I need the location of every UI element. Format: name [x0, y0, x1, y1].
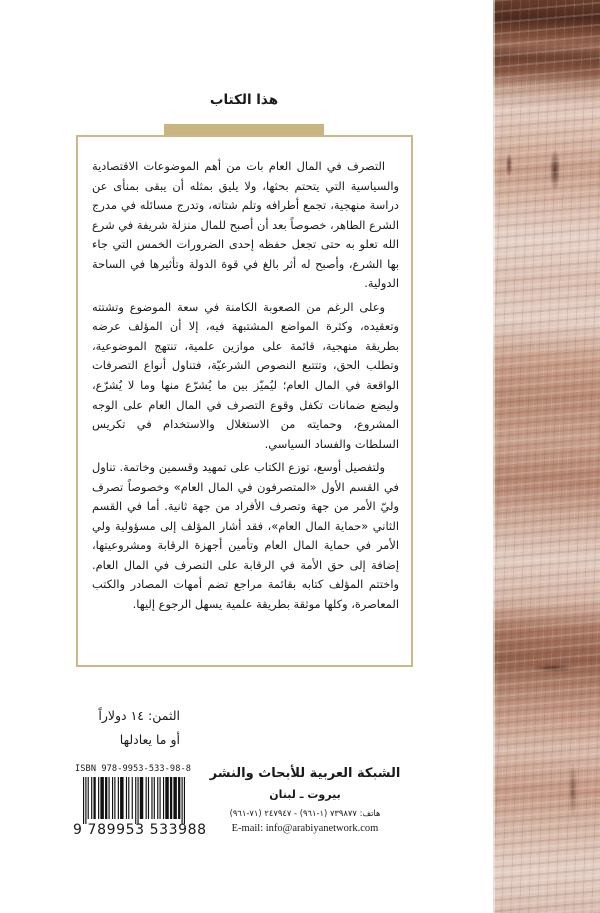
barcode-bar — [178, 777, 180, 819]
barcode-bar — [118, 777, 119, 819]
price-block — [60, 704, 180, 752]
barcode-bar — [91, 777, 92, 819]
barcode-bar — [93, 777, 95, 819]
barcode-bar — [146, 777, 147, 819]
publisher-city: بيروت ـ لبنان — [269, 788, 341, 801]
barcode-bar — [112, 777, 113, 819]
section-title: هذا الكتاب — [209, 92, 279, 108]
publisher-phone: هاتف: ٧٣٩٨٧٧ (١-٩٦١) - ٢٤٧٩٤٧ (٧١-٩٦١) — [229, 808, 381, 818]
isbn-label: ISBN 978-9953-533-98-8 — [75, 764, 192, 774]
barcode-bar — [100, 777, 103, 819]
barcode-bar — [132, 777, 133, 819]
barcode-bar — [165, 777, 168, 819]
barcode-bar — [160, 777, 161, 819]
about-paragraph: ولتفصيل أوسع، توزع الكتاب على تمهيد وقسمين وخاتمة. تناول في القسم الأول «المتصرفون في المال العام» وخصوصاً تصرف وليّ الأمر من جهة وتصرف الأفراد من جهة ثانية. أما في القسم الثاني «حماية المال العام»، فقد أشار المؤلف إلى مسؤولية ولي الأمر في حماية المال العام وتأمين أجهزة الرقابة ومشروعيتها، إضافة إلى حق الأمة في الرقابة على التصرف في المال العام. واختتم المؤلف كتابه بقائمة مراجع تضم أمهات المصادر والكتب المعاصرة، وكلها موثقة بطريقة علمية يسهل الرجوع إليها. — [92, 460, 399, 612]
barcode-bar — [163, 777, 164, 819]
barcode-bar — [98, 777, 99, 819]
publisher-email: E-mail: info@arabiyanetwork.com — [231, 823, 379, 834]
publisher-name: الشبكة العربية للأبحاث والنشر — [209, 766, 401, 781]
about-book-text — [92, 157, 399, 619]
barcode-bar — [126, 777, 127, 819]
barcode-bar — [135, 777, 136, 824]
barcode-bar — [83, 777, 84, 824]
barcode-bar — [109, 777, 110, 819]
barcode-bar — [85, 777, 86, 824]
texture-edge — [493, 0, 495, 913]
barcode-bar — [88, 777, 89, 819]
price-line: الثمن: ١٤ دولاراً — [98, 708, 180, 723]
barcode-bar — [105, 777, 107, 819]
barcode-digits: 9 789953 533988 — [73, 822, 207, 838]
barcode-bar — [184, 777, 185, 824]
barcode-bar — [151, 777, 152, 819]
barcode-bar — [173, 777, 176, 819]
barcode-bar — [182, 777, 183, 824]
about-paragraph: التصرف في المال العام بات من أهم الموضوعات الاقتصادية والسياسية التي يتحتم بحثها، ولا يليق بمثله أن يبقى بمنأى عن دراسة منهجية، تجمع أطرافه وتلم شتاته، وتدرج مسائله في مدرج الشرع الطاهر، خصوصاً بعد أن أصبح للمال منزلة شريفة في شرع الله تعلو به حتى تجعل حفظه إحدى الضرورات الخمس التي جاء بها الشرع، وأصبح له أثر بالغ في قوة الدولة وتأثيرها في الساحة الدولية. — [92, 159, 399, 291]
about-paragraph: وعلى الرغم من الصعوبة الكامنة في سعة الموضوع وتشتته وتعقيده، وكثرة المواضع المشتبهة فيه، إلا أن المؤلف عرضه بطريقة منهجية، قائمة على موازين علمية، تنتهج الموضوعية، وتطلب الحق، وتتتبع النصوص الشرعيّة، فتناول أنواع التصرفات الواقعة في المال العام؛ ليُميّز بين ما يُشرّع منها وما لا يُشرّع، وليضع ضمانات تكفل وقوع التصرف في المال العام على الوجه المشروع، وحمايته من الاستغلال والاستخدام في تكريس السلطات والفساد السياسي. — [92, 299, 399, 451]
barcode-bar — [137, 777, 138, 824]
barcode-icon — [83, 777, 185, 824]
barcode-bar — [128, 777, 129, 819]
price-equivalent: أو ما يعادلها — [119, 732, 180, 747]
spine-texture-panel — [493, 0, 600, 913]
barcode-bar — [154, 777, 155, 819]
about-book-box — [76, 135, 413, 667]
barcode-bar — [170, 777, 172, 819]
barcode-bar — [114, 777, 115, 819]
publisher-block — [205, 763, 405, 836]
barcode-bar — [157, 777, 158, 819]
barcode-bar — [120, 777, 123, 819]
barcode-bar — [148, 777, 149, 819]
barcode-bar — [140, 777, 143, 819]
